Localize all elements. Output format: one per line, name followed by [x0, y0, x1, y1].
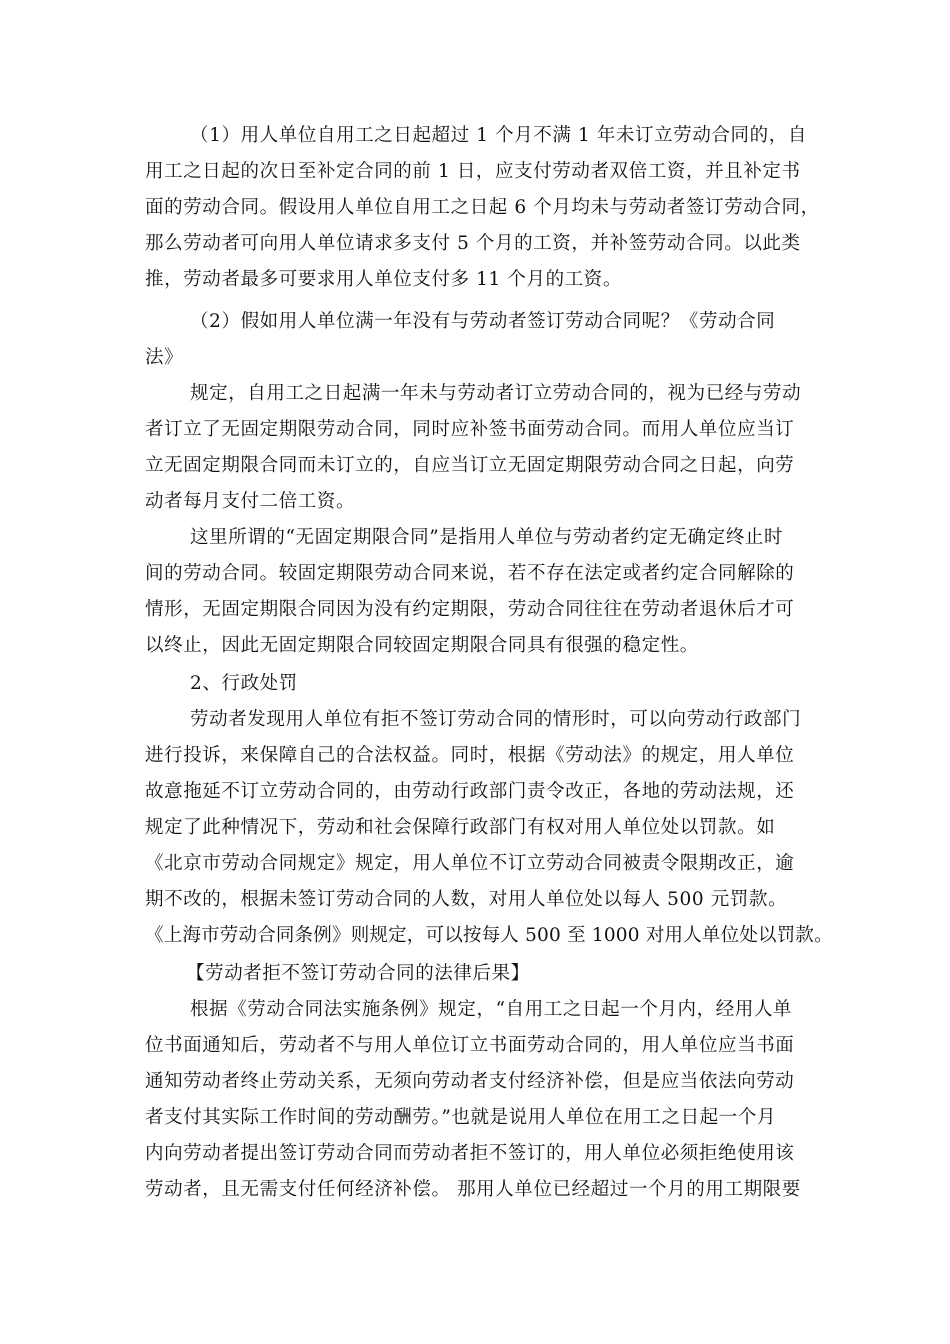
- paragraph-line: 规定了此种情况下，劳动和社会保障行政部门有权对用人单位处以罚款。如: [145, 817, 776, 838]
- paragraph-line: 这里所谓的“无固定期限合同”是指用人单位与劳动者约定无确定终止时: [190, 527, 784, 548]
- paragraph-line: 根据《劳动合同法实施条例》规定，“自用工之日起一个月内，经用人单: [190, 999, 793, 1020]
- paragraph-line: 动者每月支付二倍工资。: [145, 491, 356, 512]
- paragraph-line: 法》: [145, 347, 184, 368]
- paragraph-line: 者订立了无固定期限劳动合同，同时应补签书面劳动合同。而用人单位应当订: [145, 419, 795, 440]
- paragraph-line: 劳动者发现用人单位有拒不签订劳动合同的情形时，可以向劳动行政部门: [190, 709, 802, 730]
- paragraph-line: 《北京市劳动合同规定》规定，用人单位不订立劳动合同被责令限期改正，逾: [145, 853, 795, 874]
- paragraph-line: 期不改的，根据未签订劳动合同的人数，对用人单位处以每人 500 元罚款。: [145, 889, 788, 910]
- paragraph-line: 间的劳动合同。较固定期限劳动合同来说，若不存在法定或者约定合同解除的: [145, 563, 795, 584]
- paragraph-line: 《上海市劳动合同条例》则规定，可以按每人 500 至 1000 对用人单位处以罚款。: [145, 925, 833, 946]
- paragraph-line: 劳动者，且无需支付任何经济补偿。 那用人单位已经超过一个月的用工期限要: [145, 1179, 801, 1200]
- section-heading: 2、行政处罚: [190, 673, 298, 694]
- paragraph-line: 推，劳动者最多可要求用人单位支付多 11 个月的工资。: [145, 269, 623, 290]
- paragraph-line: 内向劳动者提出签订劳动合同而劳动者拒不签订的，用人单位必须拒绝使用该: [145, 1143, 795, 1164]
- paragraph-line: 位书面通知后，劳动者不与用人单位订立书面劳动合同的，用人单位应当书面: [145, 1035, 795, 1056]
- paragraph-line: （2）假如用人单位满一年没有与劳动者签订劳动合同呢？《劳动合同: [190, 311, 776, 332]
- paragraph-line: 通知劳动者终止劳动关系，无须向劳动者支付经济补偿，但是应当依法向劳动: [145, 1071, 795, 1092]
- paragraph-line: 用工之日起的次日至补定合同的前 1 日，应支付劳动者双倍工资，并且补定书: [145, 161, 801, 182]
- section-heading: 【劳动者拒不签订劳动合同的法律后果】: [186, 963, 530, 984]
- paragraph-line: 进行投诉，来保障自己的合法权益。同时，根据《劳动法》的规定，用人单位: [145, 745, 795, 766]
- paragraph-line: 规定，自用工之日起满一年未与劳动者订立劳动合同的，视为已经与劳动: [190, 383, 802, 404]
- paragraph-line: 故意拖延不订立劳动合同的，由劳动行政部门责令改正，各地的劳动法规，还: [145, 781, 795, 802]
- paragraph-line: 那么劳动者可向用人单位请求多支付 5 个月的工资，并补签劳动合同。以此类: [145, 233, 801, 254]
- paragraph-line: 以终止，因此无固定期限合同较固定期限合同具有很强的稳定性。: [145, 635, 699, 656]
- paragraph-line: 情形，无固定期限合同因为没有约定期限，劳动合同往往在劳动者退休后才可: [145, 599, 795, 620]
- paragraph-line: 者支付其实际工作时间的劳动酬劳。”也就是说用人单位在用工之日起一个月: [145, 1107, 777, 1128]
- paragraph-line: （1）用人单位自用工之日起超过 1 个月不满 1 年未订立劳动合同的，自: [190, 125, 807, 146]
- paragraph-line: 立无固定期限合同而未订立的，自应当订立无固定期限劳动合同之日起，向劳: [145, 455, 795, 476]
- paragraph-line: 面的劳动合同。假设用人单位自用工之日起 6 个月均未与劳动者签订劳动合同，: [145, 197, 820, 218]
